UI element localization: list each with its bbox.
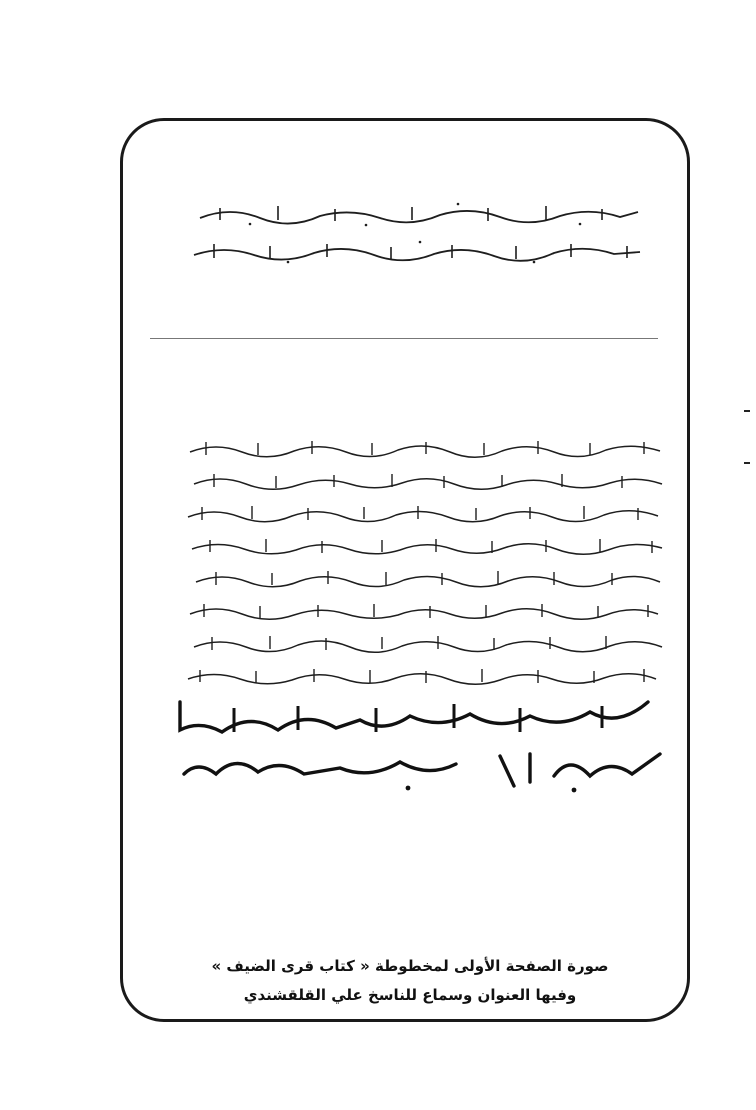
manuscript-title-line xyxy=(190,200,645,228)
manuscript-text-line xyxy=(186,469,666,495)
caption-line-2: وفيها العنوان وسماع للناسخ علي القلقشندي xyxy=(243,986,577,1004)
manuscript-title xyxy=(190,200,645,276)
manuscript-text-line xyxy=(186,566,666,592)
manuscript-text-line xyxy=(186,631,666,657)
manuscript-title-line xyxy=(190,238,645,266)
scan-edge-mark xyxy=(744,410,750,412)
manuscript-text-line xyxy=(186,436,666,462)
manuscript-text-line xyxy=(186,599,666,625)
scan-edge-mark xyxy=(744,462,750,464)
manuscript-text-line xyxy=(186,534,666,560)
manuscript-text-line xyxy=(186,501,666,527)
manuscript-text-line xyxy=(186,664,666,690)
scribe-signature xyxy=(170,690,670,800)
audition-certificate-text xyxy=(186,436,666,696)
image-caption xyxy=(200,952,620,1010)
section-divider xyxy=(150,338,658,339)
caption-line-1: صورة الصفحة الأولى لمخطوطة « كتاب قرى الضيف » xyxy=(211,957,609,975)
